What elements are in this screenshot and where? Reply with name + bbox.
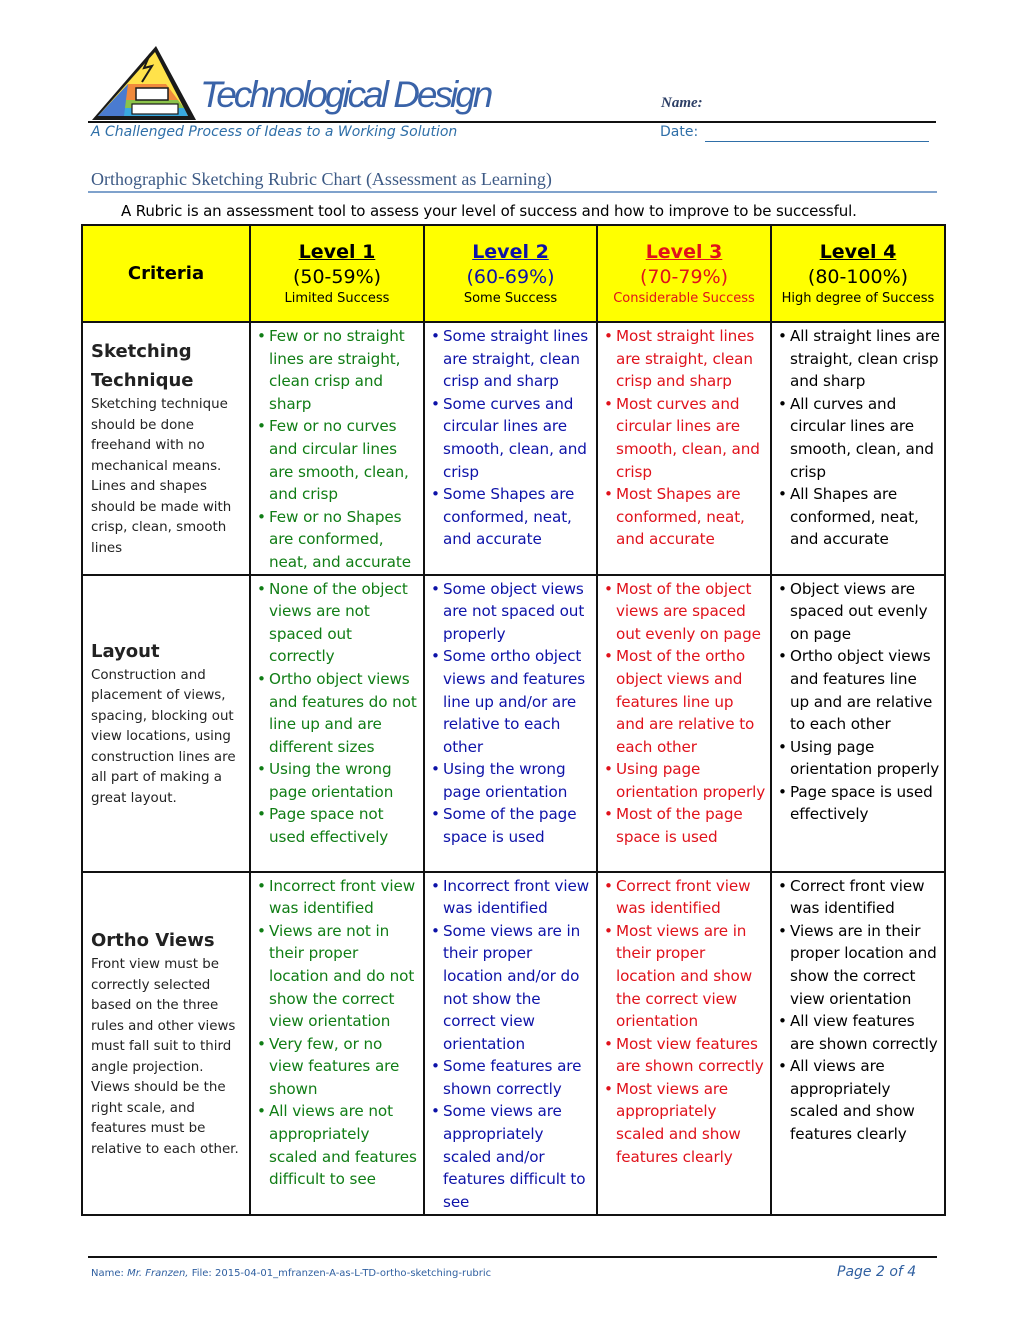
list-item [431, 578, 592, 646]
level-3-cell [597, 872, 771, 1215]
level-desc: Limited Success [284, 290, 390, 306]
list-item-text: None of the object views are not spaced out correctly [269, 579, 408, 666]
list-item-text: Ortho object views and features do not line up and are different sizes [269, 669, 417, 756]
bullet-icon: • [257, 669, 266, 688]
list-item [431, 325, 592, 393]
criteria-title: Sketching Technique [91, 341, 194, 392]
criteria-list [425, 873, 596, 1214]
list-item-text: Views are not in their proper location and do not show the correct view orientation [269, 921, 415, 1031]
criteria-description: Sketching technique should be done freehand with no mechanical means. Lines and shapes should be made with crisp, clean, smooth lines [91, 397, 232, 556]
level-4-cell [771, 872, 945, 1215]
bullet-icon: • [257, 579, 266, 598]
level-name: Level 4 [819, 240, 897, 263]
list-item-text: Some curves and circular lines are smooth, clean, and crisp [443, 394, 587, 481]
list-item [431, 758, 592, 803]
list-item [431, 875, 592, 920]
level-4-cell [771, 322, 945, 575]
bullet-icon: • [604, 805, 613, 824]
list-item [604, 578, 766, 646]
list-item [778, 645, 940, 735]
list-item-text: Some of the page space is used [443, 805, 577, 847]
bullet-icon: • [604, 394, 613, 413]
bullet-icon: • [778, 647, 787, 666]
list-item-text: Using page orientation properly [790, 737, 940, 779]
bullet-icon: • [778, 579, 787, 598]
list-item-text: Some ortho object views and features line up and/or are relative to each other [443, 647, 586, 756]
criteria-list [251, 873, 423, 1191]
bullet-icon: • [431, 327, 440, 345]
footer-file-label: File: [191, 1268, 212, 1279]
list-item-text: Very few, or no view features are shown [269, 1034, 400, 1098]
bullet-icon: • [431, 1102, 440, 1121]
level-range: (80-100%) [807, 265, 909, 288]
list-item [257, 578, 419, 668]
list-item-text: Using the wrong page orientation [269, 760, 394, 801]
criteria-list [598, 323, 770, 551]
pyramid-logo-icon [88, 44, 198, 122]
bullet-icon: • [431, 579, 440, 598]
name-label: Name: [661, 95, 703, 111]
list-item [431, 1055, 592, 1100]
level-desc: Some Success [463, 290, 558, 306]
bullet-icon: • [257, 1034, 266, 1053]
document-title: Orthographic Sketching Rubric Chart (Assessment as Learning) [91, 169, 552, 189]
title-rule [88, 191, 937, 193]
level-range: (60-69%) [466, 265, 555, 288]
criteria-header [82, 225, 250, 322]
criteria-list [772, 323, 944, 551]
list-item [431, 1100, 592, 1213]
bullet-icon: • [778, 1057, 787, 1076]
level-name: Level 3 [645, 240, 723, 263]
list-item [604, 393, 766, 483]
list-item [778, 1055, 940, 1145]
list-item-text: Page space not used effectively [269, 805, 389, 847]
bullet-icon: • [431, 805, 440, 824]
bullet-icon: • [257, 417, 266, 436]
bullet-icon: • [257, 805, 266, 824]
list-item-text: All curves and circular lines are smooth, clean, and crisp [790, 394, 934, 481]
rubric-row [82, 872, 945, 1215]
criteria-list [598, 873, 770, 1169]
criteria-list [772, 576, 944, 827]
level-range: (70-79%) [639, 265, 729, 288]
level-3-cell [597, 322, 771, 575]
bullet-icon: • [257, 327, 266, 345]
bullet-icon: • [257, 876, 266, 895]
criteria-list [251, 576, 423, 849]
level-header-2 [424, 225, 597, 322]
list-item-text: Some views are in their proper location and/or do not show the correct view orientation [443, 921, 581, 1053]
bullet-icon: • [778, 921, 787, 940]
list-item-text: Few or no curves and circular lines are smooth, clean, and crisp [269, 417, 409, 504]
criteria-list [425, 576, 596, 849]
list-item [604, 758, 766, 803]
bullet-icon: • [604, 647, 613, 666]
criteria-list [598, 576, 770, 849]
footer-name-label: Name: [91, 1268, 124, 1279]
bullet-icon: • [778, 876, 787, 895]
bullet-icon: • [431, 876, 440, 895]
list-item-text: Few or no Shapes are conformed, neat, and accurate [269, 507, 411, 571]
level-4-cell [771, 575, 945, 872]
list-item [604, 483, 766, 551]
bullet-icon: • [604, 921, 613, 940]
bullet-icon: • [431, 760, 440, 779]
list-item [431, 645, 592, 758]
bullet-icon: • [778, 485, 787, 504]
list-item [257, 415, 419, 505]
level-header-4 [771, 225, 945, 322]
list-item-text: Object views are spaced out evenly on page [790, 579, 928, 643]
bullet-icon: • [604, 760, 613, 779]
bullet-icon: • [604, 876, 613, 895]
list-item [604, 1078, 766, 1168]
footer-file-name: 2015-04-01_mfranzen-A-as-L-TD-ortho-sketching-rubric [214, 1268, 492, 1279]
level-1-cell [250, 575, 424, 872]
list-item [604, 1033, 766, 1078]
footer-info [91, 1268, 491, 1279]
list-item-text: Some views are appropriately scaled and/or features difficult to see [443, 1102, 586, 1211]
list-item-text: Incorrect front view was identified [443, 876, 590, 918]
criteria-title: Ortho Views [91, 930, 215, 952]
criteria-cell [82, 872, 250, 1215]
bullet-icon: • [778, 782, 787, 801]
list-item-text: Most Shapes are conformed, neat, and accurate [616, 485, 745, 549]
bullet-icon: • [604, 1079, 613, 1098]
bullet-icon: • [604, 327, 613, 345]
list-item [778, 483, 940, 551]
bullet-icon: • [604, 1034, 613, 1053]
level-header-1 [250, 225, 424, 322]
list-item-text: Most views are appropriately scaled and show features clearly [616, 1079, 741, 1166]
bullet-icon: • [778, 737, 787, 756]
tagline: A Challenged Process of Ideas to a Working Solution [91, 124, 458, 140]
criteria-list [251, 323, 423, 574]
list-item-text: Most view features are shown correctly [616, 1034, 764, 1076]
list-item-text: Views are in their proper location and show the correct view orientation [790, 921, 937, 1008]
list-item [257, 668, 419, 758]
list-item-text: Most views are in their proper location and show the correct view orientation [616, 921, 753, 1031]
criteria-list [772, 873, 944, 1146]
criteria-list [425, 323, 596, 551]
list-item-text: Most curves and circular lines are smooth, clean, and crisp [616, 394, 760, 481]
list-item-text: Few or no straight lines are straight, clean crisp and sharp [269, 327, 405, 413]
list-item [257, 803, 419, 848]
bullet-icon: • [257, 921, 266, 940]
bullet-icon: • [604, 485, 613, 504]
list-item [257, 920, 419, 1033]
list-item [257, 1033, 419, 1101]
list-item [778, 393, 940, 483]
list-item [257, 325, 419, 415]
list-item [778, 325, 940, 393]
list-item [257, 1100, 419, 1190]
list-item-text: Ortho object views and features line up and are relative to each other [790, 647, 933, 734]
list-item [778, 875, 940, 920]
bullet-icon: • [257, 1102, 266, 1121]
rubric-row [82, 575, 945, 872]
level-2-cell [424, 872, 597, 1215]
bullet-icon: • [778, 394, 787, 413]
bullet-icon: • [431, 921, 440, 940]
level-range: (50-59%) [292, 265, 382, 288]
list-item-text: All Shapes are conformed, neat, and accurate [790, 485, 919, 549]
bullet-icon: • [778, 327, 787, 345]
list-item [431, 803, 592, 848]
list-item-text: Incorrect front view was identified [269, 876, 416, 918]
criteria-cell [82, 322, 250, 575]
list-item-text: All view features are shown correctly [790, 1012, 938, 1053]
list-item [778, 1010, 940, 1055]
list-item-text: Correct front view was identified [616, 876, 751, 918]
list-item-text: Some object views are not spaced out properly [443, 579, 585, 643]
list-item [257, 758, 419, 803]
level-desc: High degree of Success [781, 290, 935, 306]
list-item-text: Correct front view was identified [790, 876, 925, 918]
list-item [431, 393, 592, 483]
list-item-text: Some features are shown correctly [443, 1057, 582, 1098]
list-item [604, 875, 766, 920]
header-rule [88, 121, 936, 123]
bullet-icon: • [431, 394, 440, 413]
level-1-cell [250, 322, 424, 575]
list-item [778, 781, 940, 826]
list-item-text: Some Shapes are conformed, neat, and accurate [443, 485, 575, 549]
list-item [257, 506, 419, 574]
rubric-row [82, 322, 945, 575]
footer-author: Mr. Franzen, [127, 1268, 189, 1279]
list-item [604, 645, 766, 758]
list-item-text: Most of the page space is used [616, 805, 743, 847]
level-1-cell [250, 872, 424, 1215]
level-name: Level 1 [298, 240, 376, 263]
list-item [257, 875, 419, 920]
criteria-header-label: Criteria [127, 263, 205, 284]
list-item [778, 920, 940, 1010]
list-item-text: Some straight lines are straight, clean crisp and sharp [443, 327, 589, 391]
list-item [604, 920, 766, 1033]
list-item-text: Most of the ortho object views and features line up and are relative to each other [616, 647, 755, 756]
bullet-icon: • [431, 485, 440, 504]
footer-rule [88, 1256, 937, 1258]
date-field-line[interactable] [705, 141, 929, 142]
level-desc: Considerable Success [613, 290, 755, 306]
bullet-icon: • [778, 1012, 787, 1031]
bullet-icon: • [431, 647, 440, 666]
list-item-text: All views are appropriately scaled and show features clearly [790, 1057, 915, 1144]
list-item [778, 578, 940, 646]
list-item-text: All straight lines are straight, clean crisp and sharp [790, 327, 940, 391]
list-item-text: All views are not appropriately scaled and features difficult to see [269, 1102, 417, 1189]
level-name: Level 2 [472, 240, 549, 263]
list-item [778, 736, 940, 781]
level-header-3 [597, 225, 771, 322]
brand-name: Technological Design [200, 74, 491, 115]
criteria-title: Layout [91, 640, 160, 662]
criteria-description: Construction and placement of views, spacing, blocking out view locations, using construction lines are all part of making a great layout. [91, 667, 236, 806]
criteria-description: Front view must be correctly selected based on the three rules and other views must fall suit to third angle projection. Views should be the right scale, and features must be relative to each other. [91, 957, 239, 1157]
list-item [604, 803, 766, 848]
level-3-cell [597, 575, 771, 872]
bullet-icon: • [431, 1057, 440, 1076]
header-row [82, 225, 945, 322]
page-number: Page 2 of 4 [837, 1264, 917, 1280]
criteria-cell [82, 575, 250, 872]
level-2-cell [424, 322, 597, 575]
rubric-table [81, 224, 946, 1216]
list-item-text: Page space is used effectively [790, 782, 933, 824]
bullet-icon: • [257, 760, 266, 779]
list-item-text: Using the wrong page orientation [443, 760, 568, 801]
list-item-text: Using page orientation properly [616, 760, 766, 801]
bullet-icon: • [604, 579, 613, 598]
level-2-cell [424, 575, 597, 872]
list-item-text: Most of the object views are spaced out evenly on page [616, 579, 761, 643]
bullet-icon: • [257, 507, 266, 526]
intro-text: A Rubric is an assessment tool to assess your level of success and how to improve to be successful. [121, 202, 857, 220]
list-item [431, 920, 592, 1056]
date-label: Date: [660, 124, 699, 140]
list-item-text: Most straight lines are straight, clean crisp and sharp [616, 327, 755, 391]
list-item [604, 325, 766, 393]
list-item [431, 483, 592, 551]
